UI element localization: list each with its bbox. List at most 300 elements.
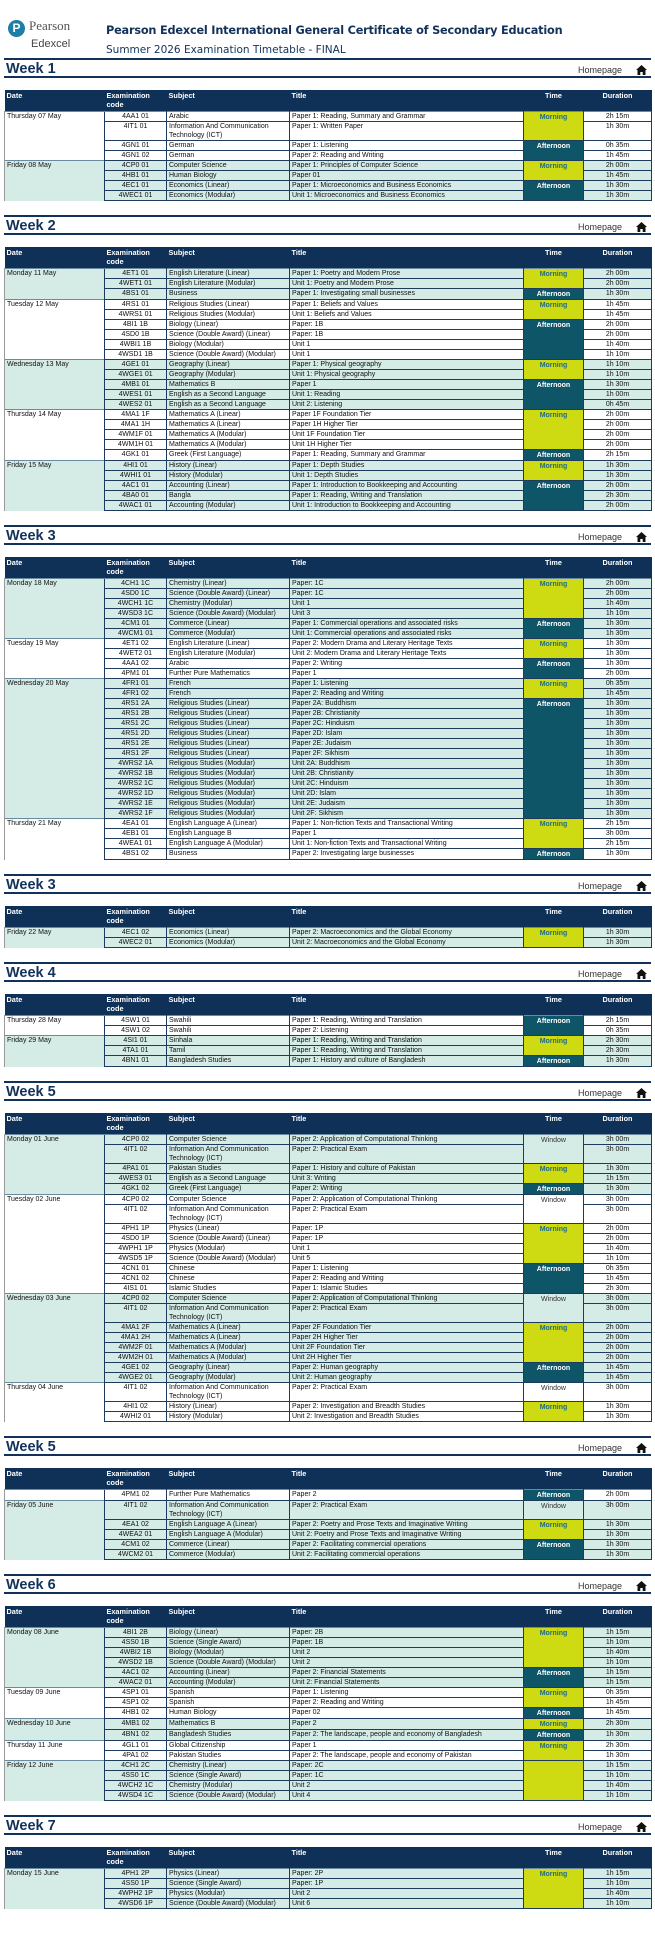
- home-icon[interactable]: [636, 1443, 647, 1453]
- week-title: Week 1: [6, 61, 56, 77]
- exam-code: 4SD0 1B: [105, 330, 167, 340]
- table-row: [5, 1741, 652, 1751]
- exam-title: Paper: 1P: [290, 1879, 524, 1889]
- exam-duration: 3h 00m: [584, 1195, 652, 1205]
- week-header: [4, 1436, 651, 1456]
- exam-code: 4WAC2 01: [105, 1678, 167, 1688]
- exam-title: Unit 1: Beliefs and Values: [290, 310, 524, 320]
- homepage-label: Homepage: [577, 969, 622, 979]
- exam-duration: 1h 10m: [584, 1899, 652, 1909]
- time-slot-afternoon: Afternoon: [524, 320, 584, 360]
- exam-title: Unit 5: [290, 1254, 524, 1264]
- week-title: Week 5: [6, 1439, 56, 1455]
- time-slot-morning: Morning: [524, 1164, 584, 1184]
- exam-code: 4BI1 1B: [105, 320, 167, 330]
- exam-title: Unit 1: Reading: [290, 390, 524, 400]
- column-header-time: Time: [524, 906, 584, 928]
- week-title: Week 3: [6, 528, 56, 544]
- exam-subject: Mathematics A (Linear): [167, 420, 290, 430]
- column-header-exam-code: Examination code: [105, 1606, 167, 1628]
- home-icon[interactable]: [636, 969, 647, 979]
- table-row: [5, 410, 652, 420]
- time-slot-morning: Morning: [524, 161, 584, 181]
- exam-duration: 1h 45m: [584, 310, 652, 320]
- time-slot-afternoon: Afternoon: [524, 1056, 584, 1067]
- exam-code: 4PH1 2P: [105, 1869, 167, 1879]
- exam-code: 4HI1 02: [105, 1402, 167, 1412]
- exam-duration: 1h 10m: [584, 1254, 652, 1264]
- exam-subject: Swahili: [167, 1016, 290, 1026]
- exam-code: 4MA1 1H: [105, 420, 167, 430]
- exam-duration: 0h 35m: [584, 1688, 652, 1698]
- exam-duration: 3h 00m: [584, 1205, 652, 1224]
- exam-code: 4WES2 01: [105, 400, 167, 410]
- exam-code: 4PM1 02: [105, 1490, 167, 1501]
- exam-duration: 1h 40m: [584, 1648, 652, 1658]
- logo-subtitle: Edexcel: [31, 38, 71, 50]
- exam-code: 4WEA2 01: [105, 1530, 167, 1540]
- exam-code: 4SD0 1C: [105, 589, 167, 599]
- exam-code: 4MB1 02: [105, 1719, 167, 1730]
- exam-duration: 1h 15m: [584, 1678, 652, 1688]
- exam-duration: 2h 15m: [584, 112, 652, 122]
- exam-duration: 1h 30m: [584, 699, 652, 709]
- time-slot-morning: Morning: [524, 928, 584, 948]
- homepage-link[interactable]: [578, 1822, 647, 1832]
- home-icon[interactable]: [636, 1581, 647, 1591]
- exam-title: Unit 1: Depth Studies: [290, 471, 524, 481]
- exam-duration: 2h 00m: [584, 420, 652, 430]
- exam-title: Paper: 1C: [290, 1771, 524, 1781]
- exam-duration: 2h 00m: [584, 1323, 652, 1333]
- exam-subject: Bangladesh Studies: [167, 1730, 290, 1741]
- exam-code: 4WRS1 01: [105, 310, 167, 320]
- homepage-link[interactable]: [578, 1443, 647, 1453]
- exam-subject: Global Citizenship: [167, 1741, 290, 1751]
- column-header-time: Time: [524, 1606, 584, 1628]
- week-title: Week 6: [6, 1577, 56, 1593]
- table-row: [5, 639, 652, 649]
- week-header: [4, 1815, 651, 1835]
- exam-title: Paper 2F: Sikhism: [290, 749, 524, 759]
- exam-duration: 1h 10m: [584, 1771, 652, 1781]
- column-header-exam-code: Examination code: [105, 1468, 167, 1490]
- time-slot-afternoon: Afternoon: [524, 1184, 584, 1195]
- exam-title: Paper 1: Reading, Writing and Translation: [290, 1016, 524, 1026]
- exam-subject: Science (Double Award) (Modular): [167, 1899, 290, 1909]
- column-header-date: Date: [5, 247, 105, 269]
- time-slot-window: Window: [524, 1501, 584, 1520]
- exam-title: Unit 1H Higher Tier: [290, 440, 524, 450]
- exam-code: 4WSD4 1C: [105, 1791, 167, 1801]
- week-section: [4, 1574, 651, 1801]
- exam-duration: 1h 45m: [584, 1274, 652, 1284]
- exam-code: 4SW1 02: [105, 1026, 167, 1036]
- exam-title: Paper 1: Commercial operations and associated risks: [290, 619, 524, 629]
- exam-title: Unit 2: Poetry and Prose Texts and Imaginative Writing: [290, 1530, 524, 1540]
- exam-code: 4RS1 01: [105, 300, 167, 310]
- exam-title: Paper 1: Microeconomics and Business Economics: [290, 181, 524, 191]
- time-slot-afternoon: Afternoon: [524, 450, 584, 461]
- time-slot-afternoon: Afternoon: [524, 141, 584, 161]
- homepage-label: Homepage: [577, 881, 622, 891]
- exam-code: 4CP0 02: [105, 1294, 167, 1304]
- exam-code: 4WRS2 1A: [105, 759, 167, 769]
- table-row: [5, 1628, 652, 1638]
- column-header-subject: Subject: [167, 994, 290, 1016]
- exam-duration: 3h 00m: [584, 829, 652, 839]
- exam-duration: 1h 30m: [584, 938, 652, 948]
- exam-title: Unit 2D: Islam: [290, 789, 524, 799]
- exam-code: 4CP0 02: [105, 1135, 167, 1145]
- week-header: [4, 1081, 651, 1101]
- exam-subject: Information And Communication Technology (ICT): [167, 1205, 290, 1224]
- exam-subject: Physics (Modular): [167, 1889, 290, 1899]
- exam-title: Paper 1: Listening: [290, 1264, 524, 1274]
- exam-duration: 1h 10m: [584, 1638, 652, 1648]
- exam-table: [4, 247, 652, 511]
- column-header-time: Time: [524, 557, 584, 579]
- exam-subject: German: [167, 151, 290, 161]
- time-slot-morning: Morning: [524, 300, 584, 320]
- exam-duration: 1h 30m: [584, 1550, 652, 1560]
- exam-code: 4PH1 1P: [105, 1224, 167, 1234]
- home-icon[interactable]: [636, 1822, 647, 1832]
- table-header-row: [5, 247, 652, 269]
- exam-title: Paper 1: [290, 829, 524, 839]
- exam-date: Tuesday 19 May: [5, 639, 105, 679]
- column-header-date: Date: [5, 1606, 105, 1628]
- time-slot-afternoon: Afternoon: [524, 1490, 584, 1501]
- exam-subject: Science (Double Award) (Modular): [167, 1791, 290, 1801]
- exam-title: Paper 1: Physical geography: [290, 360, 524, 370]
- exam-title: Paper 2: Writing: [290, 659, 524, 669]
- exam-title: Paper 2: Financial Statements: [290, 1668, 524, 1678]
- exam-subject: Spanish: [167, 1688, 290, 1698]
- exam-duration: 1h 30m: [584, 928, 652, 938]
- exam-duration: 1h 30m: [584, 719, 652, 729]
- exam-code: 4WCM2 01: [105, 1550, 167, 1560]
- exam-subject: English Language A (Linear): [167, 819, 290, 829]
- exam-title: Paper: 1P: [290, 1224, 524, 1234]
- exam-title: Paper 2: Investigating large businesses: [290, 849, 524, 860]
- exam-code: 4IT1 02: [105, 1383, 167, 1402]
- exam-duration: 1h 30m: [584, 1184, 652, 1195]
- homepage-link[interactable]: [578, 881, 647, 891]
- exam-subject: Religious Studies (Modular): [167, 779, 290, 789]
- exam-code: 4SS0 1B: [105, 1638, 167, 1648]
- exam-subject: Accounting (Modular): [167, 1678, 290, 1688]
- exam-title: Paper 02: [290, 1708, 524, 1719]
- homepage-link[interactable]: [578, 1088, 647, 1098]
- column-header-date: Date: [5, 1468, 105, 1490]
- column-header-title: Title: [290, 1113, 524, 1135]
- time-slot-morning: Morning: [524, 1036, 584, 1056]
- exam-duration: 1h 40m: [584, 1244, 652, 1254]
- exam-subject: Sinhala: [167, 1036, 290, 1046]
- exam-code: 4HB1 01: [105, 171, 167, 181]
- exam-subject: English Language A (Linear): [167, 1520, 290, 1530]
- exam-duration: 1h 45m: [584, 151, 652, 161]
- exam-date: Monday 01 June: [5, 1135, 105, 1195]
- week-title: Week 7: [6, 1818, 56, 1834]
- column-header-date: Date: [5, 1113, 105, 1135]
- exam-code: 4WRS2 1C: [105, 779, 167, 789]
- week-title: Week 3: [6, 877, 56, 893]
- exam-code: 4WBI2 1B: [105, 1648, 167, 1658]
- home-icon[interactable]: [636, 222, 647, 232]
- timetable: [0, 58, 655, 1909]
- home-icon[interactable]: [636, 65, 647, 75]
- exam-subject: Religious Studies (Linear): [167, 729, 290, 739]
- home-icon[interactable]: [636, 532, 647, 542]
- exam-duration: 1h 45m: [584, 1363, 652, 1373]
- week-header: [4, 215, 651, 235]
- exam-subject: English as a Second Language: [167, 400, 290, 410]
- exam-subject: Physics (Linear): [167, 1224, 290, 1234]
- exam-duration: 1h 30m: [584, 181, 652, 191]
- exam-duration: 2h 00m: [584, 279, 652, 289]
- exam-subject: German: [167, 141, 290, 151]
- exam-date: Wednesday 03 June: [5, 1294, 105, 1383]
- week-header: [4, 962, 651, 982]
- week-section: [4, 1081, 651, 1422]
- time-slot-afternoon: Afternoon: [524, 1668, 584, 1688]
- column-header-subject: Subject: [167, 1606, 290, 1628]
- week-section: [4, 962, 651, 1067]
- exam-title: Unit 3: Writing: [290, 1174, 524, 1184]
- time-slot-morning: Morning: [524, 1869, 584, 1909]
- exam-duration: 2h 00m: [584, 410, 652, 420]
- exam-code: 4WES3 01: [105, 1174, 167, 1184]
- exam-subject: Business: [167, 849, 290, 860]
- exam-duration: 2h 30m: [584, 1036, 652, 1046]
- exam-code: 4WBI1 1B: [105, 340, 167, 350]
- exam-title: Paper 1: Islamic Studies: [290, 1284, 524, 1294]
- week-section: [4, 1815, 651, 1909]
- exam-code: 4PM1 01: [105, 669, 167, 679]
- exam-code: 4WCH2 1C: [105, 1781, 167, 1791]
- exam-code: 4GK1 01: [105, 450, 167, 461]
- exam-duration: 2h 15m: [584, 819, 652, 829]
- exam-code: 4WM1F 01: [105, 430, 167, 440]
- exam-duration: 1h 30m: [584, 1751, 652, 1761]
- exam-duration: 3h 00m: [584, 1145, 652, 1164]
- week-section: [4, 874, 651, 948]
- time-slot-afternoon: Afternoon: [524, 1540, 584, 1560]
- exam-duration: 1h 30m: [584, 461, 652, 471]
- exam-subject: Pakistan Studies: [167, 1164, 290, 1174]
- exam-subject: Computer Science: [167, 1195, 290, 1205]
- time-slot-window: Window: [524, 1135, 584, 1164]
- time-slot-afternoon: Afternoon: [524, 1730, 584, 1741]
- exam-subject: Chemistry (Modular): [167, 599, 290, 609]
- exam-title: Unit 1: Commercial operations and associated risks: [290, 629, 524, 639]
- exam-table: [4, 1847, 652, 1909]
- exam-duration: 1h 30m: [584, 779, 652, 789]
- exam-code: 4WSD3 1C: [105, 609, 167, 619]
- exam-duration: 1h 15m: [584, 1761, 652, 1771]
- time-slot-afternoon: Afternoon: [524, 619, 584, 639]
- exam-subject: Further Pure Mathematics: [167, 669, 290, 679]
- homepage-link[interactable]: [578, 222, 647, 232]
- exam-code: 4WEC1 01: [105, 191, 167, 201]
- exam-date: Thursday 07 May: [5, 112, 105, 161]
- exam-title: Paper 1: Poetry and Modern Prose: [290, 269, 524, 279]
- exam-title: Unit 2E: Judaism: [290, 799, 524, 809]
- table-row: [5, 461, 652, 471]
- exam-date: Monday 08 June: [5, 1628, 105, 1688]
- exam-duration: 2h 15m: [584, 450, 652, 461]
- exam-code: 4WPH2 1P: [105, 1889, 167, 1899]
- exam-subject: Chinese: [167, 1264, 290, 1274]
- exam-title: Paper 2: [290, 1719, 524, 1730]
- exam-title: Unit 2H Higher Tier: [290, 1353, 524, 1363]
- exam-title: Unit 2: Human geography: [290, 1373, 524, 1383]
- week-section: [4, 215, 651, 511]
- exam-code: 4CM1 02: [105, 1540, 167, 1550]
- exam-subject: Greek (First Language): [167, 1184, 290, 1195]
- exam-subject: Further Pure Mathematics: [167, 1490, 290, 1501]
- exam-code: 4HI1 01: [105, 461, 167, 471]
- exam-title: Unit 2: Modern Drama and Literary Heritage Texts: [290, 649, 524, 659]
- exam-subject: Commerce (Modular): [167, 629, 290, 639]
- exam-code: 4BS1 01: [105, 289, 167, 300]
- time-slot-morning: Morning: [524, 1402, 584, 1422]
- exam-date: Thursday 28 May: [5, 1016, 105, 1036]
- exam-duration: 3h 00m: [584, 1501, 652, 1520]
- exam-code: 4GL1 01: [105, 1741, 167, 1751]
- exam-title: Paper 1: History and culture of Pakistan: [290, 1164, 524, 1174]
- table-row: [5, 1688, 652, 1698]
- homepage-link[interactable]: [578, 532, 647, 542]
- exam-subject: Information And Communication Technology (ICT): [167, 1304, 290, 1323]
- logo-wordmark: Pearson: [29, 18, 71, 33]
- column-header-exam-code: Examination code: [105, 247, 167, 269]
- exam-code: 4CP0 02: [105, 1195, 167, 1205]
- week-header: [4, 58, 651, 78]
- exam-duration: 1h 45m: [584, 1708, 652, 1719]
- column-header-date: Date: [5, 557, 105, 579]
- exam-title: Paper 2F Foundation Tier: [290, 1323, 524, 1333]
- exam-date: Friday 29 May: [5, 1036, 105, 1067]
- exam-subject: Religious Studies (Modular): [167, 799, 290, 809]
- time-slot-window: Window: [524, 1195, 584, 1224]
- table-header-row: [5, 90, 652, 112]
- exam-duration: 1h 45m: [584, 1373, 652, 1383]
- exam-subject: Mathematics A (Linear): [167, 1333, 290, 1343]
- time-slot-afternoon: Afternoon: [524, 380, 584, 410]
- exam-code: 4MA1 1F: [105, 410, 167, 420]
- homepage-link[interactable]: [578, 969, 647, 979]
- week-section: [4, 525, 651, 860]
- exam-code: 4RS1 2F: [105, 749, 167, 759]
- exam-title: Unit 1: Introduction to Bookkeeping and Accounting: [290, 501, 524, 511]
- exam-title: Paper 2B: Christianity: [290, 709, 524, 719]
- homepage-link[interactable]: [578, 1581, 647, 1591]
- exam-subject: History (Linear): [167, 1402, 290, 1412]
- column-header-subject: Subject: [167, 1113, 290, 1135]
- exam-title: Unit 2B: Christianity: [290, 769, 524, 779]
- exam-duration: 1h 30m: [584, 749, 652, 759]
- exam-duration: 1h 45m: [584, 300, 652, 310]
- exam-code: 4CN1 02: [105, 1274, 167, 1284]
- table-header-row: [5, 994, 652, 1016]
- column-header-subject: Subject: [167, 1847, 290, 1869]
- exam-code: 4IS1 01: [105, 1284, 167, 1294]
- table-row: [5, 1869, 652, 1879]
- exam-code: 4WRS2 1E: [105, 799, 167, 809]
- column-header-title: Title: [290, 247, 524, 269]
- exam-title: Paper 2: Practical Exam: [290, 1145, 524, 1164]
- week-section: [4, 58, 651, 201]
- time-slot-morning: Morning: [524, 461, 584, 481]
- exam-date: Friday 12 June: [5, 1761, 105, 1801]
- exam-duration: 1h 30m: [584, 709, 652, 719]
- column-header-title: Title: [290, 906, 524, 928]
- exam-title: Unit 4: [290, 1791, 524, 1801]
- exam-subject: English Literature (Linear): [167, 269, 290, 279]
- column-header-date: Date: [5, 994, 105, 1016]
- exam-subject: Computer Science: [167, 1135, 290, 1145]
- exam-code: 4CP0 01: [105, 161, 167, 171]
- exam-subject: Chemistry (Modular): [167, 1781, 290, 1791]
- column-header-title: Title: [290, 994, 524, 1016]
- home-icon[interactable]: [636, 881, 647, 891]
- exam-code: 4SP1 01: [105, 1688, 167, 1698]
- exam-subject: Religious Studies (Linear): [167, 709, 290, 719]
- exam-subject: Information And Communication Technology (ICT): [167, 1501, 290, 1520]
- table-row: [5, 819, 652, 829]
- exam-code: 4BN1 02: [105, 1730, 167, 1741]
- exam-title: Unit 1: [290, 340, 524, 350]
- time-slot-afternoon: Afternoon: [524, 659, 584, 679]
- week-header: [4, 874, 651, 894]
- exam-title: Paper 2: Practical Exam: [290, 1501, 524, 1520]
- homepage-link[interactable]: [578, 65, 647, 75]
- exam-duration: 1h 30m: [584, 639, 652, 649]
- exam-table: [4, 90, 652, 201]
- time-slot-afternoon: Afternoon: [524, 699, 584, 819]
- time-slot-morning: Morning: [524, 1520, 584, 1540]
- exam-table: [4, 1113, 652, 1422]
- time-slot-afternoon: Afternoon: [524, 481, 584, 511]
- exam-subject: Science (Double Award) (Modular): [167, 1254, 290, 1264]
- exam-code: 4IT1 02: [105, 1501, 167, 1520]
- time-slot-morning: Morning: [524, 1628, 584, 1668]
- home-icon[interactable]: [636, 1088, 647, 1098]
- exam-subject: Pakistan Studies: [167, 1751, 290, 1761]
- exam-subject: History (Modular): [167, 1412, 290, 1422]
- exam-title: Paper 2: Application of Computational Thinking: [290, 1195, 524, 1205]
- table-row: [5, 1719, 652, 1730]
- exam-subject: Bangladesh Studies: [167, 1056, 290, 1067]
- exam-subject: Religious Studies (Linear): [167, 699, 290, 709]
- column-header-title: Title: [290, 1847, 524, 1869]
- exam-title: Paper 1: Reading, Writing and Translation: [290, 1046, 524, 1056]
- exam-duration: 1h 30m: [584, 1056, 652, 1067]
- exam-duration: 1h 30m: [584, 799, 652, 809]
- exam-duration: 1h 30m: [584, 1540, 652, 1550]
- exam-subject: Economics (Linear): [167, 181, 290, 191]
- exam-duration: 2h 00m: [584, 481, 652, 491]
- exam-code: 4WSD6 1P: [105, 1899, 167, 1909]
- exam-code: 4BS1 02: [105, 849, 167, 860]
- page-title: Pearson Edexcel International General Certificate of Secondary Education: [106, 24, 563, 37]
- exam-title: Paper 01: [290, 171, 524, 181]
- exam-duration: 1h 30m: [584, 629, 652, 639]
- exam-title: Paper 2H Higher Tier: [290, 1333, 524, 1343]
